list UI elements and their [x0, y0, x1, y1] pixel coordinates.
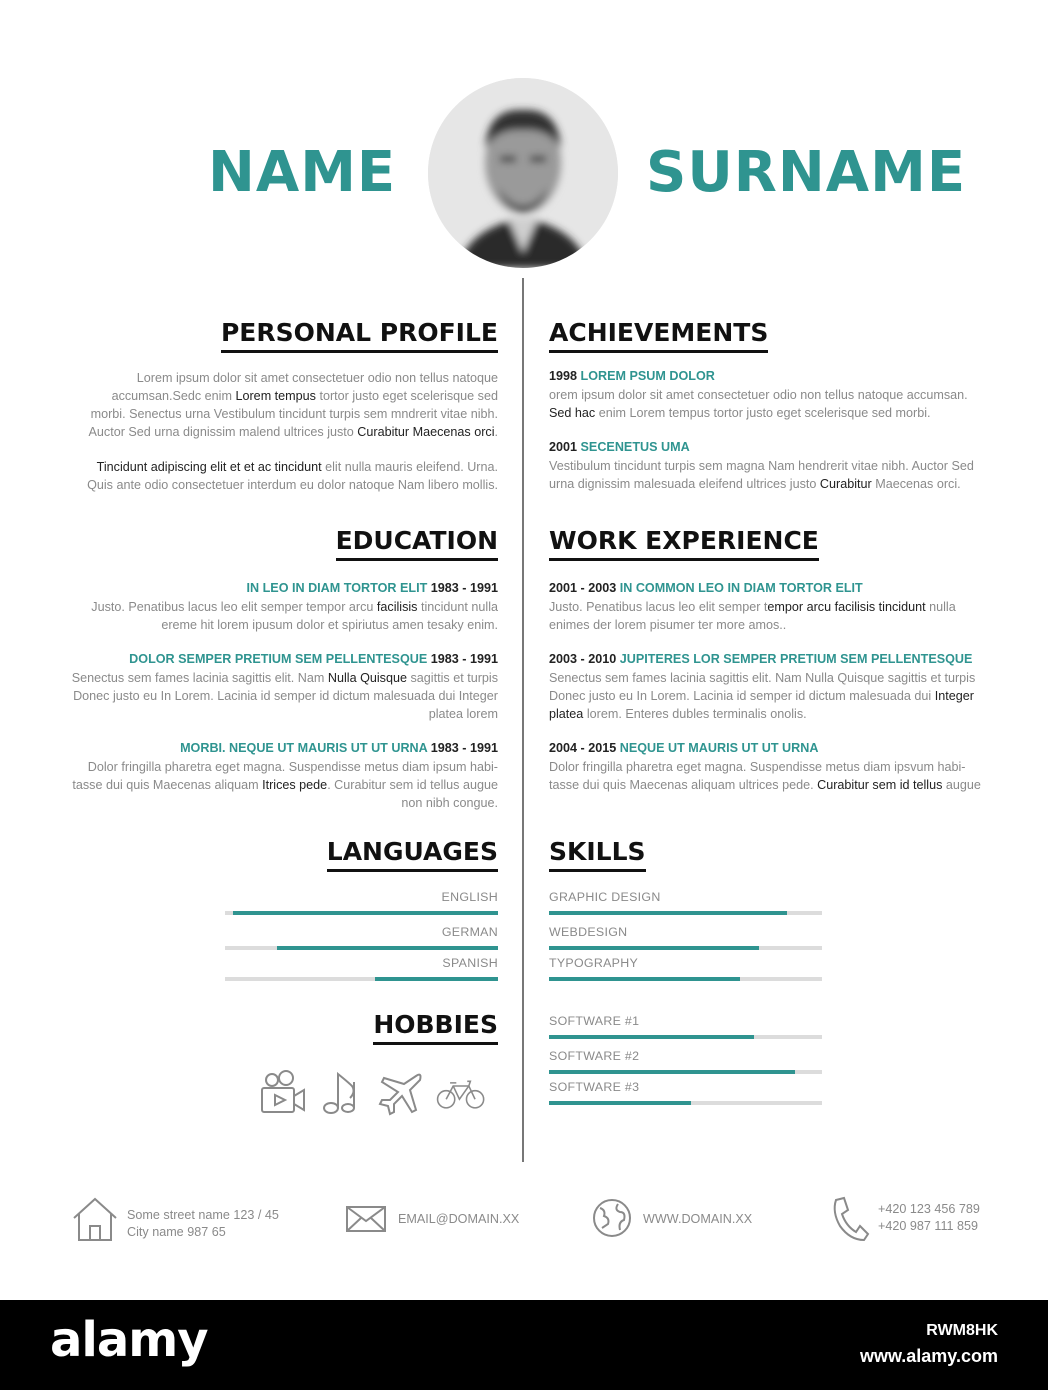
body-text: Donec justo eu In Lorem. Lacinia id semper id dictum malesuada dui Integer: [73, 689, 498, 703]
body-text: tincidunt nulla: [417, 600, 498, 614]
languages-heading: LANGUAGES: [327, 837, 498, 872]
work-description: [549, 758, 1019, 794]
bar-fill: [549, 977, 740, 981]
emphasis-text: Curabitur Maecenas orci: [357, 425, 495, 439]
text-line: [58, 458, 498, 476]
text-line: [549, 457, 1009, 475]
text-line: [58, 758, 498, 776]
phone-2: +420 987 111 859: [878, 1219, 979, 1233]
address-line-1: Some street name 123 / 45: [127, 1208, 279, 1222]
phone-1: +420 123 456 789: [878, 1202, 980, 1216]
body-text: Vestibulum tincidunt turpis sem magna Nam hendrerit vitae nibh. Auctor Sed: [549, 459, 974, 473]
personal-profile-heading: PERSONAL PROFILE: [221, 318, 498, 353]
footer-image-id: RWM8HK: [926, 1322, 998, 1339]
emphasis-text: Itrices pede: [262, 778, 328, 792]
body-text: . Curabitur sem id tellus augue: [327, 778, 498, 792]
achievement-year: 1998: [549, 369, 578, 383]
education-entry-title: [129, 652, 498, 666]
work-description: [549, 598, 1019, 634]
bar-track: [225, 946, 498, 950]
emphasis-text: Curabitur sem id tellus: [817, 778, 943, 792]
body-text: tasse dui quis Maecenas aliquam ultrices pede.: [549, 778, 818, 792]
bar-track: [549, 946, 822, 950]
achievements-heading: ACHIEVEMENTS: [549, 318, 768, 353]
bar-track: [549, 1035, 822, 1039]
text-line: [549, 705, 1019, 723]
text-line: [58, 776, 498, 794]
emphasis-text: Integer: [934, 689, 974, 703]
bar-label: TYPOGRAPHY: [549, 956, 639, 970]
personal-profile-text: [58, 369, 498, 441]
emphasis-text: Tincidunt adipiscing elit et et ac tincidunt: [96, 460, 322, 474]
text-line: [58, 598, 498, 616]
address-line-2: City name 987 65: [127, 1225, 226, 1239]
footer-logo: alamy: [50, 1312, 208, 1368]
text-line: [58, 423, 498, 441]
text-line: [549, 475, 1009, 493]
text-line: [549, 404, 1009, 422]
work-experience-heading: WORK EXPERIENCE: [549, 526, 819, 561]
body-text: Auctor Sed urna dignissim malend ultrices justo: [88, 425, 358, 439]
bar-label: SOFTWARE #1: [549, 1014, 640, 1028]
body-text: non nibh congue.: [401, 796, 498, 810]
work-entry-title: [549, 581, 863, 595]
profile-photo: [428, 78, 618, 268]
body-text: Senectus sem fames lacinia sagittis elit. Nam Nulla Quisque sagittis et turpis: [549, 671, 976, 685]
bar-label: SOFTWARE #2: [549, 1049, 640, 1063]
achievement-entry-title: [549, 369, 715, 383]
bar-fill: [549, 1070, 795, 1074]
airplane-icon: [376, 1068, 426, 1118]
text-line: [58, 687, 498, 705]
work-years: 2001 - 2003: [549, 581, 617, 595]
emphasis-text: Lorem tempus: [235, 389, 316, 403]
text-line: [58, 705, 498, 723]
website-link[interactable]: WWW.DOMAIN.XX: [643, 1212, 753, 1226]
education-description: [58, 598, 498, 634]
achievement-title: SECENETUS UMA: [580, 440, 690, 454]
center-divider: [522, 278, 524, 1162]
email-link[interactable]: EMAIL@DOMAIN.XX: [398, 1212, 520, 1226]
skills-heading: SKILLS: [549, 837, 646, 872]
work-entry-title: [549, 652, 972, 666]
bar-fill: [549, 911, 787, 915]
education-heading: EDUCATION: [336, 526, 498, 561]
body-text: orem ipsum dolor sit amet consectetuer odio non tellus natoque accumsan.: [549, 388, 968, 402]
personal-profile-text-2: [58, 458, 498, 494]
work-title: IN COMMON LEO IN DIAM TORTOR ELIT: [619, 581, 863, 595]
body-text: augue: [942, 778, 981, 792]
bar-track: [549, 911, 822, 915]
education-title: IN LEO IN DIAM TORTOR ELIT: [246, 581, 428, 595]
body-text: Justo. Penatibus lacus leo elit semper tempor arcu: [91, 600, 377, 614]
body-text: tasse dui quis Maecenas aliquam: [72, 778, 263, 792]
text-line: [58, 369, 498, 387]
body-text: urna dignissim malesuada eleifend ultrices justo: [549, 477, 820, 491]
achievement-year: 2001: [549, 440, 578, 454]
text-line: [549, 616, 1019, 634]
text-line: [549, 598, 1019, 616]
education-years: 1983 - 1991: [430, 581, 498, 595]
envelope-icon: [346, 1206, 386, 1232]
text-line: [549, 386, 1009, 404]
phone-icon: [830, 1196, 870, 1242]
body-text: Dolor fringilla pharetra eget magna. Suspendisse metus diam ipsum habi-: [87, 760, 498, 774]
bar-track: [549, 1070, 822, 1074]
education-entry-title: [247, 581, 498, 595]
body-text: tortor justo eget scelerisque sed: [315, 389, 498, 403]
body-text: enim Lorem tempus tortor justo eget scelerisque sed morbi.: [595, 406, 931, 420]
globe-icon: [592, 1198, 632, 1238]
bicycle-icon: [436, 1068, 486, 1118]
bar-fill: [549, 1035, 754, 1039]
video-camera-icon: [258, 1068, 308, 1118]
body-text: Quis ante odio consectetuer interdum eu dolor natoque Nam libero mollis.: [87, 478, 498, 492]
bar-label: WEBDESIGN: [549, 925, 628, 939]
text-line: [549, 758, 1019, 776]
achievement-title: LOREM PSUM DOLOR: [580, 369, 715, 383]
work-years: 2004 - 2015: [549, 741, 617, 755]
home-icon: [72, 1196, 118, 1242]
education-description: [58, 758, 498, 812]
emphasis-text: facilisis: [376, 600, 418, 614]
text-line: [58, 794, 498, 812]
hobbies-heading: HOBBIES: [373, 1010, 498, 1045]
body-text: Senectus sem fames lacinia sagittis elit. Nam: [71, 671, 328, 685]
bar-label: GERMAN: [441, 925, 498, 939]
work-title: NEQUE UT MAURIS UT UT URNA: [619, 741, 819, 755]
body-text: Lorem ipsum dolor sit amet consectetuer odio non tellus natoque: [136, 371, 498, 385]
emphasis-text: empor arcu facilisis tincidunt: [767, 600, 926, 614]
bar-label: GRAPHIC DESIGN: [549, 890, 661, 904]
text-line: [58, 669, 498, 687]
bar-track: [225, 911, 498, 915]
bar-track: [549, 977, 822, 981]
emphasis-text: Nulla Quisque: [327, 671, 407, 685]
emphasis-text: Curabitur: [819, 477, 872, 491]
body-text: Justo. Penatibus lacus leo elit semper t: [549, 600, 768, 614]
last-name: SURNAME: [646, 140, 967, 205]
emphasis-text: Sed hac: [549, 406, 596, 420]
bar-fill: [233, 911, 498, 915]
education-title: DOLOR SEMPER PRETIUM SEM PELLENTESQUE: [129, 652, 428, 666]
text-line: [549, 669, 1019, 687]
text-line: [58, 405, 498, 423]
body-text: accumsan.Sedc enim: [111, 389, 236, 403]
achievement-entry-title: [549, 440, 690, 454]
education-description: [58, 669, 498, 723]
first-name: NAME: [208, 140, 397, 205]
work-years: 2003 - 2010: [549, 652, 617, 666]
text-line: [58, 387, 498, 405]
text-line: [549, 687, 1019, 705]
body-text: Maecenas orci.: [871, 477, 961, 491]
emphasis-text: platea: [549, 707, 584, 721]
footer-url: www.alamy.com: [859, 1346, 998, 1366]
education-entry-title: [180, 741, 498, 755]
work-title: JUPITERES LOR SEMPER PRETIUM SEM PELLENTESQUE: [619, 652, 973, 666]
bar-fill: [549, 946, 759, 950]
achievement-description: [549, 386, 1009, 422]
bar-fill: [375, 977, 498, 981]
body-text: ereme hit lorem ipusum dolor et spiriutus amen tesaky enim.: [161, 618, 498, 632]
body-text: nulla: [925, 600, 956, 614]
bar-fill: [277, 946, 498, 950]
body-text: enimes der lorem pisumer ter more amos..: [549, 618, 787, 632]
text-line: [58, 616, 498, 634]
body-text: Dolor fringilla pharetra eget magna. Suspendisse metus diam ipsvum habi-: [549, 760, 966, 774]
body-text: platea lorem: [428, 707, 498, 721]
body-text: sagittis et turpis: [407, 671, 498, 685]
bar-label: ENGLISH: [441, 890, 498, 904]
bar-track: [225, 977, 498, 981]
bar-label: SOFTWARE #3: [549, 1080, 640, 1094]
body-text: .: [494, 425, 498, 439]
body-text: Donec justo eu In Lorem. Lacinia id semper id dictum malesuada dui: [549, 689, 935, 703]
text-line: [58, 476, 498, 494]
education-years: 1983 - 1991: [430, 741, 498, 755]
body-text: elit nulla mauris eleifend. Urna.: [321, 460, 498, 474]
work-description: [549, 669, 1019, 723]
achievement-description: [549, 457, 1009, 493]
bar-fill: [549, 1101, 691, 1105]
music-note-icon: [318, 1068, 368, 1118]
education-title: MORBI. NEQUE UT MAURIS UT UT URNA: [180, 741, 428, 755]
bar-label: SPANISH: [442, 956, 498, 970]
body-text: morbi. Senectus urna Vestibulum tincidunt turpis sem mndrerit vitae nibh.: [90, 407, 498, 421]
text-line: [549, 776, 1019, 794]
bar-track: [549, 1101, 822, 1105]
body-text: lorem. Enteres dubles terminalis onolis.: [583, 707, 807, 721]
work-entry-title: [549, 741, 818, 755]
education-years: 1983 - 1991: [430, 652, 498, 666]
